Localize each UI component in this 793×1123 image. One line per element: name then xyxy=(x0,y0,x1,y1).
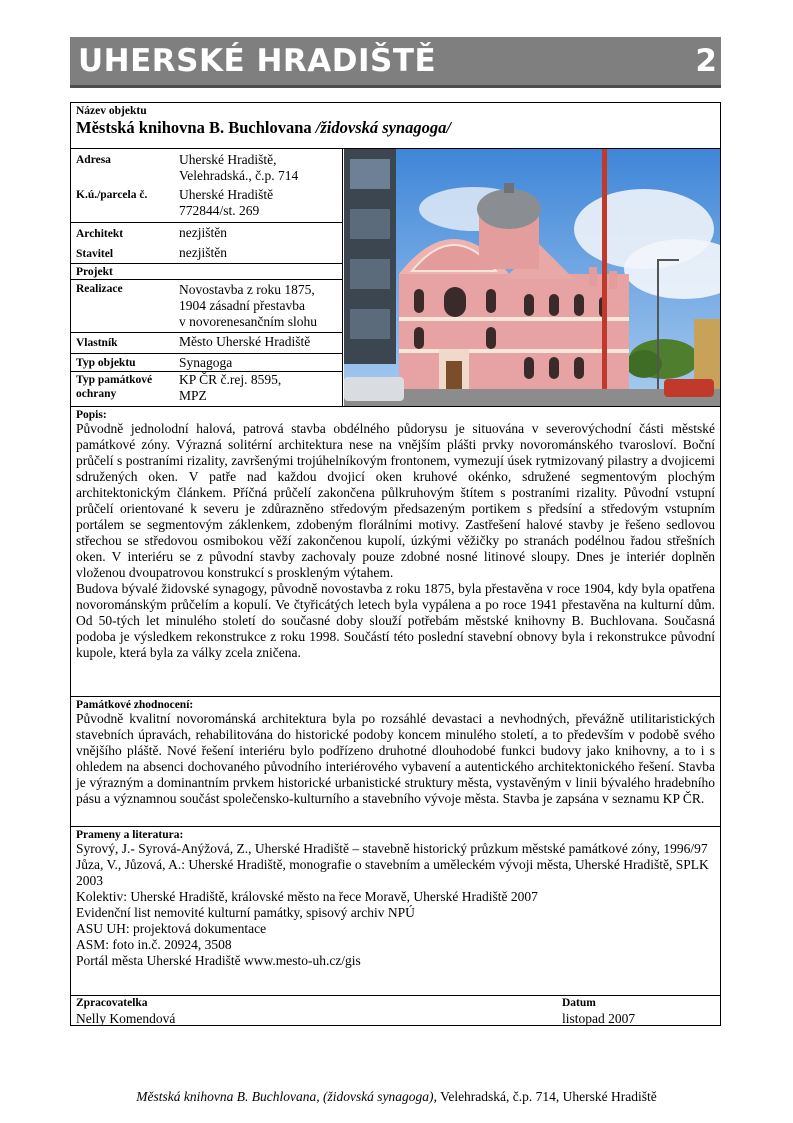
source-item: Portál města Uherské Hradiště www.mesto-uh.cz/gis xyxy=(76,953,361,968)
address-line-1: Uherské Hradiště, xyxy=(179,152,277,167)
realization-line-1: Novostavba z roku 1875, xyxy=(179,282,315,297)
architect-value: nezjištěn xyxy=(179,225,227,240)
type-value: Synagoga xyxy=(179,355,233,370)
object-name-alt: /židovská synagoga/ xyxy=(315,118,451,137)
description-paragraph-1: Původně jednolodní halová, patrová stavba obdélného půdorysu je situována v severovýchodní části městské památkové zóny. Výrazná solitérní architektura nese na vnějším plášti prvky novorománského tvarosloví. Boční průčelí s postraními rizality, završenými trojúhelníkovým frontonem, vymezují úsek rytmizovaný pilastry a dvojicemi sdružených oken. V patře nad každou dvojicí oken kruhové okénko, sdružené segmentovým plochým architektonickým článkem. Příčná průčelí zakončena půlkruhovým štítem s postraními rizality. Původní vstupní průčelí orientované k severu je zdůrazněno středovým předsazeným portikem s předsíní a středovým vstupním portálem se segmentovým záklenkem, zdobeným florálními motivy. Zastřešení halové stavby je řešeno sedlovou střechou se středovou osmibokou věží zakončenou kupolí, úzkými věžičky po stranách podélnou řadou střešních oken. V interiéru se z původní stavby zachovaly pouze zdobné nosné litinové sloupy. Dnes je interiér doplněn vloženou dvoupatrovou konstrukcí s proskleným výtahem. xyxy=(76,421,715,580)
page-banner xyxy=(70,37,721,88)
footer-object-name: Městská knihovna B. Buchlovana, (židovská synagoga) xyxy=(136,1089,434,1104)
source-item: Jůza, V., Jůzová, A.: Uherské Hradiště, monografie o stavebním a uměleckém vývoji města, Uherské Hradiště, SPLK 2003 xyxy=(76,857,709,888)
date-value: listopad 2007 xyxy=(562,1011,636,1026)
page-number: 2 xyxy=(695,43,717,79)
protection-label-1: Typ památkové xyxy=(76,374,153,386)
row-protection xyxy=(71,372,342,406)
source-item: ASM: foto in.č. 20924, 3508 xyxy=(76,937,232,952)
source-item: ASU UH: projektová dokumentace xyxy=(76,921,267,936)
record-sheet xyxy=(70,102,721,1026)
info-table xyxy=(71,149,343,406)
synagogue-photo-illustration xyxy=(344,149,720,406)
object-name-label: Název objektu xyxy=(76,105,147,117)
row-architect xyxy=(71,223,342,263)
protection-line-1: KP ČR č.rej. 8595, xyxy=(179,372,282,387)
protection-label-2: ochrany xyxy=(76,388,117,400)
date-label: Datum xyxy=(562,997,596,1009)
building-photo xyxy=(344,149,720,406)
evaluation-text: Původně kvalitní novorománská architektura byla po rozsáhlé devastaci a nevhodných, převážně utilitaristických stavebních úpravách, rehabilitována do historické podoby koncem minulého století, a to především v podobě svého vnějšího pláště. Nové řešení interiéru bylo podřízeno druhotné dlouhodobé funkci budovy jako knihovny, a to i s ohledem na absenci dochovaného původního interiérového vybavení a autentického architektonického řešení. Stavba je výrazným a dominantním prvkem historické urbanistické struktury města, vystavěným v linii bývalého hradebního pásu a významnou součást společensko-kulturního a stavebního vývoje města. Stavba je zapsána v seznamu KP ČR. xyxy=(76,711,715,806)
author-label: Zpracovatelka xyxy=(76,997,148,1009)
object-name-block xyxy=(71,103,720,148)
row-address xyxy=(71,149,342,222)
type-label: Typ objektu xyxy=(76,357,136,369)
parcel-line-1: Uherské Hradiště xyxy=(179,187,274,202)
source-item: Syrový, J.- Syrová-Anýžová, Z., Uherské Hradiště – stavebně historický průzkum městské památkové zóny, 1996/97 xyxy=(76,841,708,856)
source-item: Kolektiv: Uherské Hradiště, královské město na řece Moravě, Uherské Hradiště 2007 xyxy=(76,889,538,904)
object-name xyxy=(76,118,715,138)
parcel-line-2: 772844/st. 269 xyxy=(179,203,260,218)
builder-value: nezjištěn xyxy=(179,245,227,260)
sources-label: Prameny a literatura: xyxy=(76,829,184,841)
row-project xyxy=(71,264,342,279)
description-label: Popis: xyxy=(76,409,107,421)
row-realization xyxy=(71,280,342,332)
description-section xyxy=(71,407,720,696)
address-label: Adresa xyxy=(76,154,111,166)
footer-address: , Velehradská, č.p. 714, Uherské Hradiště xyxy=(433,1089,657,1104)
parcel-label: K.ú./parcela č. xyxy=(76,189,148,201)
address-line-2: Velehradská., č.p. 714 xyxy=(179,168,299,183)
evaluation-label: Památkové zhodnocení: xyxy=(76,699,194,711)
realization-line-2: 1904 zásadní přestavba xyxy=(179,298,305,313)
project-label: Projekt xyxy=(76,266,113,278)
realization-label: Realizace xyxy=(76,283,123,295)
object-name-main: Městská knihovna B. Buchlovana xyxy=(76,118,312,137)
description-paragraph-2: Budova bývalé židovské synagogy, původně novostavba z roku 1875, byla přestavěna v roce 1904, kdy byla opatřena novorománským průčelím a kopulí. Ve čtyřicátých letech byla vypálena a po roce 1941 přestavěna na kulturní dům. Od 50-tých let minulého století do současné doby slouží potřebám městské knihovny B. Buchlovana. Současná podoba je výsledkem rekonstrukce z roku 1998. Součástí této poslední stavební obnovy byla i rekonstrukce původní kupole, která byla za války zcela zničena. xyxy=(76,581,715,660)
sources-section xyxy=(71,827,720,995)
protection-line-2: MPZ xyxy=(179,388,207,403)
architect-label: Architekt xyxy=(76,228,124,240)
evaluation-section xyxy=(71,697,720,826)
source-item: Evidenční list nemovité kulturní památky, spisový archiv NPÚ xyxy=(76,905,415,920)
builder-label: Stavitel xyxy=(76,248,114,260)
banner-title: UHERSKÉ HRADIŠTĚ xyxy=(78,43,437,79)
row-type xyxy=(71,354,342,371)
page-footer xyxy=(0,1089,793,1105)
realization-line-3: v novorenesančním slohu xyxy=(179,314,317,329)
owner-value: Město Uherské Hradiště xyxy=(179,334,311,349)
author-name: Nelly Komendová xyxy=(76,1011,176,1026)
author-section xyxy=(71,996,720,1027)
row-owner xyxy=(71,333,342,353)
owner-label: Vlastník xyxy=(76,337,118,349)
